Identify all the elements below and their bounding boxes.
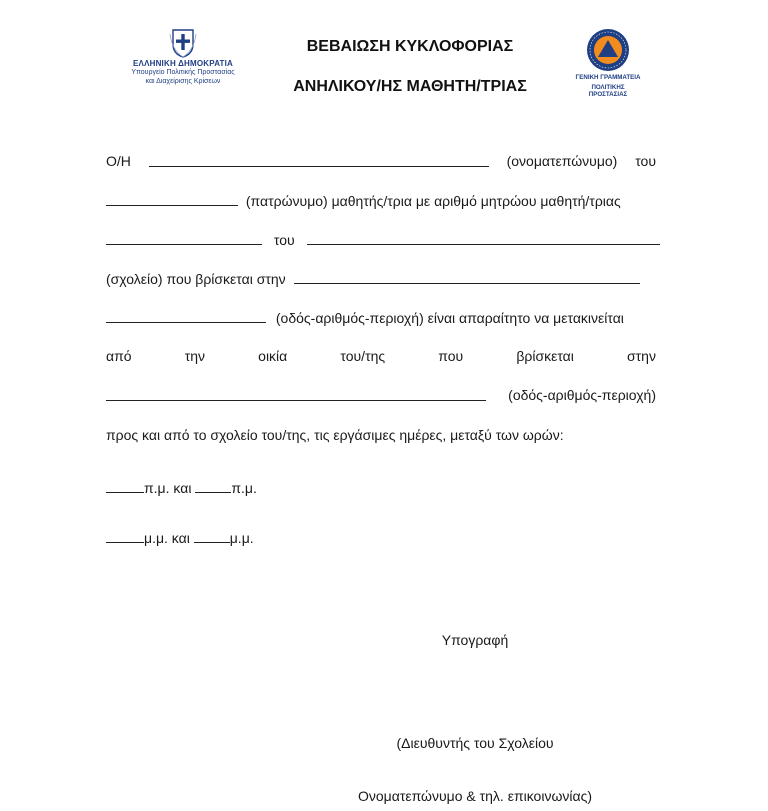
document-subtitle: ΑΝΗΛΙΚΟΥ/ΗΣ ΜΑΘΗΤΗ/ΤΡΙΑΣ — [293, 78, 527, 95]
form-line-am-hours — [106, 478, 656, 497]
form-line-pm-hours — [106, 528, 656, 547]
document-title: ΒΕΒΑΙΩΣΗ ΚΥΚΛΟΦΟΡΙΑΣ — [306, 38, 514, 55]
word-stin: στην — [627, 348, 656, 364]
label-patronymic: (πατρώνυμο) μαθητής/τρια με αριθμό μητρώου μαθητή/τριας — [245, 193, 621, 209]
logo-text-ministry: Υπουργείο Πολιτικής Προστασίας — [131, 69, 235, 76]
logo-text-crisis: και Διαχείρισης Κρίσεων — [145, 78, 221, 85]
word-oikia: οικία — [258, 348, 288, 364]
label-tou: του — [635, 153, 656, 169]
field-pm-start[interactable] — [106, 528, 144, 543]
label-am: π.μ. — [231, 480, 257, 496]
form-line-school — [106, 269, 656, 288]
director-label: (Διευθυντής του Σχολείου — [396, 735, 554, 751]
field-am-end[interactable] — [195, 478, 231, 493]
word-apo: από — [106, 348, 132, 364]
logo-text-general-secretariat: ΓΕΝΙΚΗ ΓΡΑΜΜΑΤΕΙΑ — [575, 74, 641, 81]
field-am-start[interactable] — [106, 478, 144, 493]
label-pm: μ.μ. — [229, 530, 254, 546]
field-school-name[interactable] — [307, 230, 660, 245]
label-tou-2: του — [273, 232, 295, 248]
label-am-and: π.μ. και — [144, 480, 192, 496]
greek-republic-logo — [108, 28, 258, 86]
logo-text-republic: ΕΛΛΗΝΙΚΗ ΔΗΜΟΚΡΑΤΙΑ — [133, 59, 233, 68]
form-line-home-address — [106, 386, 656, 404]
form-line-address — [106, 308, 656, 327]
field-pm-end[interactable] — [194, 528, 230, 543]
form-line-from-home — [106, 347, 656, 365]
label-oh: Ο/Η — [106, 153, 131, 169]
form-line-route — [106, 426, 656, 444]
civil-protection-logo — [573, 28, 643, 99]
field-fullname[interactable] — [149, 152, 489, 167]
form-line-registry — [106, 230, 656, 249]
label-school-located: (σχολείο) που βρίσκεται στην — [106, 271, 286, 287]
field-school-location[interactable] — [294, 269, 640, 284]
label-address-need: (οδός-αριθμός-περιοχή) είναι απαραίτητο να μετακινείται — [275, 310, 624, 326]
word-tou-tis: του/της — [340, 348, 386, 364]
field-registry-number[interactable] — [106, 230, 262, 245]
field-patronymic[interactable] — [106, 191, 238, 206]
signature-label: Υπογραφή — [441, 632, 509, 648]
logo-text-civil-protection: ΠΟΛΙΤΙΚΗΣ ΠΡΟΣΤΑΣΙΑΣ — [588, 83, 628, 98]
field-home-address[interactable] — [106, 386, 486, 401]
civil-protection-emblem-icon — [586, 28, 630, 72]
word-vrisketai: βρίσκεται — [516, 348, 574, 364]
label-fullname: (ονοματεπώνυμο) — [506, 153, 618, 169]
contact-label: Ονοματεπώνυμο & τηλ. επικοινωνίας) — [357, 788, 592, 804]
form-line-name — [106, 152, 656, 170]
label-pm-and: μ.μ. και — [144, 530, 190, 546]
form-line-patronymic — [106, 191, 656, 210]
label-address2: (οδός-αριθμός-περιοχή) — [508, 387, 656, 403]
coat-of-arms-icon — [169, 28, 197, 58]
field-school-address[interactable] — [106, 308, 266, 323]
label-route: προς και από το σχολείο του/της, τις εργάσιμες ημέρες, μεταξύ των ωρών: — [106, 427, 564, 443]
word-tin: την — [184, 348, 206, 364]
word-pou: που — [438, 348, 464, 364]
